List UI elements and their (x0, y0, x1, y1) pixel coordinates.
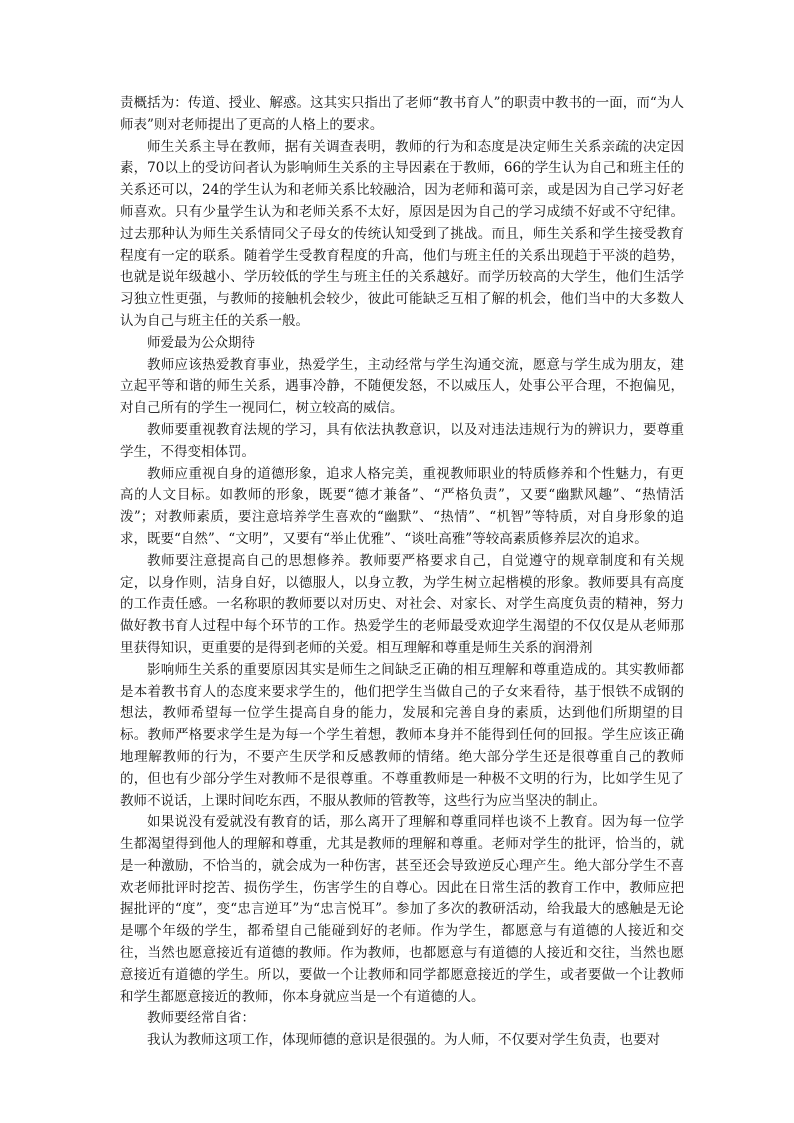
paragraph-teacher-student-relationship: 师生关系主导在教师，据有关调查表明，教师的行为和态度是决定师生关系亲疏的决定因素，70以上的受访问者认为影响师生关系的主导因素在于教师，66的学生认为自己和班主任的关系还可以，24的学生认为和老师关系比较融洽，因为老师和蔼可亲，或是因为自己学习好老师喜欢。只有少量学生认为和老师关系不太好，原因是因为自己的学习成绩不好或不守纪律。过去那种认为师生关系情同父子母女的传统认知受到了挑战。而且，师生关系和学生接受教育程度有一定的联系。随着学生受教育程度的升高，他们与班主任的关系出现趋于平淡的趋势，也就是说年级越小、学历较低的学生与班主任的关系越好。而学历较高的大学生，他们生活学习独立性更强，与教师的接触机会较少，彼此可能缺乏互相了解的机会，他们当中的大多数人认为自己与班主任的关系一般。 (120, 138, 684, 329)
paragraph-moral-image: 教师应重视自身的道德形象，追求人格完美，重视教师职业的特质修养和个性魅力，有更高的人文目标。如教师的形象，既要“德才兼备”、“严格负责”，又要“幽默风趣”、“热情活泼”；对教师素质，要注意培养学生喜欢的“幽默”、“热情”、“机智”等特质，对自身形象的追求，既要“自然”、“文明”，又要有“举止优雅”、“谈吐高雅”等较高素质修养层次的追求。 (120, 465, 684, 547)
paragraph-teacher-ethics: 我认为教师这项工作，体现师德的意识是很强的。为人师，不仅要对学生负责，也要对 (147, 1032, 660, 1049)
paragraph-respect-and-criticism: 如果说没有爱就没有教育的话，那么离开了理解和尊重同样也谈不上教育。因为每一位学生都渴望得到他人的理解和尊重，尤其是教师的理解和尊重。老师对学生的批评，恰当的，就是一种激励，不恰当的，就会成为一种伤害，甚至还会导致逆反心理产生。绝大部分学生不喜欢老师批评时挖苦、损伤学生，伤害学生的自尊心。因此在日常生活的教育工作中，教师应把握批评的“度”，变“忠言逆耳”为“忠言悦耳”。参加了多次的教研活动，给我最大的感触是无论是哪个年级的学生，都希望自己能碰到好的老师。作为学生，都愿意与有道德的人接近和交往，当然也愿意接近有道德的教师。作为教师，也都愿意与有道德的人接近和交往，当然也愿意接近有道德的学生。所以，要做一个让教师和同学都愿意接近的学生，或者要做一个让教师和学生都愿意接近的教师，你本身就应当是一个有道德的人。 (120, 814, 684, 1005)
section-heading-self-reflection: 教师要经常自省： (147, 1010, 255, 1027)
paragraph-mutual-understanding: 影响师生关系的重要原因其实是师生之间缺乏正确的相互理解和尊重造成的。其实教师都是本着教书育人的态度来要求学生的，他们把学生当做自己的子女来看待，基于恨铁不成钢的想法，教师希望每一位学生提高自身的能力，发展和完善自身的素质，达到他们所期望的目标。教师严格要求学生是为每一个学生着想，教师本身并不能得到任何的回报。学生应该正确地理解教师的行为，不要产生厌学和反感教师的情绪。绝大部分学生还是很尊重自己的教师的，但也有少部分学生对教师不是很尊重。不尊重教师是一种极不文明的行为，比如学生见了教师不说话，上课时间吃东西，不服从教师的管教等，这些行为应当坚决的制止。 (120, 661, 684, 809)
paragraph-education-law: 教师要重视教育法规的学习，具有依法执教意识，以及对违法违规行为的辨识力，要尊重学生，不得变相体罚。 (120, 421, 684, 460)
document-page (120, 93, 684, 1052)
section-heading-teacher-love: 师爱最为公众期待 (147, 334, 255, 351)
paragraph-love-education: 教师应该热爱教育事业，热爱学生，主动经常与学生沟通交流，愿意与学生成为朋友，建立起平等和谐的师生关系，遇事冷静，不随便发怒，不以威压人，处事公平合理，不抱偏见，对自己所有的学生一视同仁，树立较高的威信。 (120, 356, 684, 417)
paragraph-intro-continuation: 责概括为：传道、授业、解惑。这其实只指出了老师“教书育人”的职责中教书的一面，而“为人师表”则对老师提出了更高的人格上的要求。 (120, 95, 684, 133)
paragraph-ideological-cultivation: 教师要注意提高自己的思想修养。教师要严格要求自己，自觉遵守的规章制度和有关规定，以身作则，洁身自好，以德服人，以身立教，为学生树立起楷模的形象。教师要具有高度的工作责任感。一名称职的教师要以对历史、对社会、对家长、对学生高度负责的精神，努力做好教书育人过程中每个环节的工作。热爱学生的老师最受欢迎学生渴望的不仅仅是从老师那里获得知识，更重要的是得到老师的关爱。相互理解和尊重是师生关系的润滑剂 (120, 552, 684, 656)
